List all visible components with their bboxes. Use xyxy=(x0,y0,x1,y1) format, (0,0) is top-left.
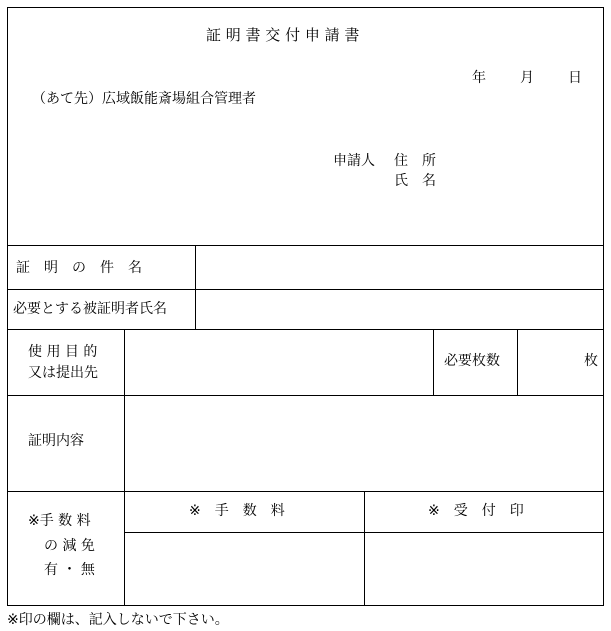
stamp-header: ※ 受 付 印 xyxy=(428,503,524,519)
border-top xyxy=(7,7,604,8)
copies-label: 必要枚数 xyxy=(444,353,500,369)
border-right xyxy=(603,7,604,606)
col-separator xyxy=(195,245,196,330)
col-separator xyxy=(364,491,365,606)
row-separator xyxy=(7,245,604,246)
certificate-item-label: 証 明 の 件 名 xyxy=(16,260,142,276)
row-separator xyxy=(7,491,604,492)
border-bottom xyxy=(7,605,604,606)
address-label: 住 所 xyxy=(394,153,436,169)
applicant-label: 申請人 xyxy=(333,153,375,169)
subject-name-label: 必要とする被証明者氏名 xyxy=(13,301,167,317)
copies-field[interactable] xyxy=(519,331,579,394)
purpose-label-line2: 又は提出先 xyxy=(28,365,98,381)
row-separator xyxy=(7,329,604,330)
fee-field xyxy=(126,534,363,604)
content-field[interactable] xyxy=(126,397,602,490)
border-left xyxy=(7,7,8,606)
row-separator xyxy=(7,395,604,396)
col-separator xyxy=(124,329,125,606)
date-month-label: 月 xyxy=(520,70,534,86)
footer-note: ※印の欄は、記入しないで下さい。 xyxy=(7,612,229,628)
fee-waiver-line1: ※手 数 料 xyxy=(28,513,91,529)
addressee: （あて先）広域飯能斎場組合管理者 xyxy=(32,91,256,107)
col-separator xyxy=(433,329,434,396)
col-separator xyxy=(517,329,518,396)
date-year-label: 年 xyxy=(472,70,486,86)
purpose-label-line1: 使 用 目 的 xyxy=(28,344,98,360)
copies-unit: 枚 xyxy=(584,353,598,369)
fee-header: ※ 手 数 料 xyxy=(189,503,285,519)
subject-name-field[interactable] xyxy=(197,291,602,328)
content-label: 証明内容 xyxy=(28,433,84,449)
certificate-item-field[interactable] xyxy=(197,247,602,288)
fee-waiver-line3: 有 ・ 無 xyxy=(44,562,95,578)
stamp-field xyxy=(366,534,602,604)
name-label: 氏 名 xyxy=(394,173,436,189)
date-day-label: 日 xyxy=(568,70,582,86)
row-separator xyxy=(7,289,604,290)
form-title: 証 明 書 交 付 申 請 書 xyxy=(206,26,360,44)
fee-waiver-line2: の 減 免 xyxy=(44,538,95,554)
purpose-field[interactable] xyxy=(126,331,432,394)
